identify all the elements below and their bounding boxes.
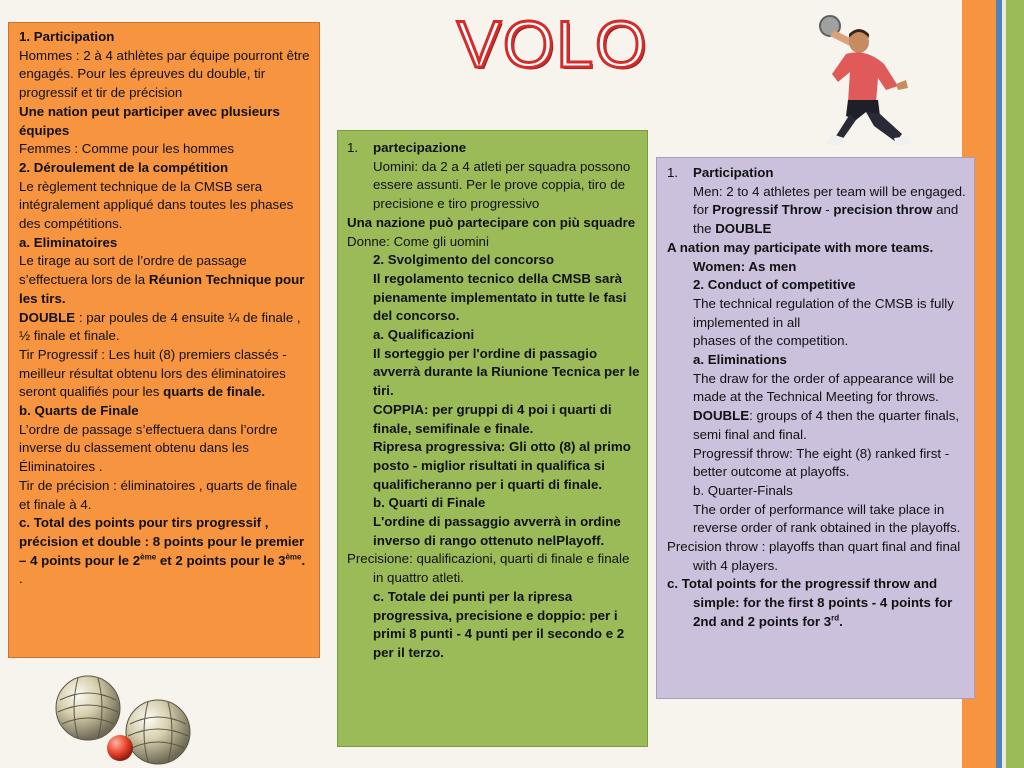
fr-total-points-text-2: et 2 points pour le 3 bbox=[156, 552, 286, 568]
en-total-points-paragraph bbox=[667, 575, 968, 631]
italian-rules-panel bbox=[337, 130, 648, 747]
it-women-text: Donne: Come gli uomini bbox=[347, 233, 489, 249]
en-men-paragraph bbox=[667, 183, 968, 239]
fr-total-points-paragraph bbox=[19, 514, 310, 570]
it-draw-text: Il sorteggio per l'ordine di passagio avverrà durante la Riunione Tecnica per le tiri. bbox=[373, 345, 640, 399]
fr-men-text: Hommes : 2 à 4 athlètes par équipe pourront être engagés. Pour les épreuves du double, tir progressif et tir de précision bbox=[19, 47, 310, 101]
en-quarter-heading: b. Quarter-Finals bbox=[693, 482, 793, 498]
en-conduct-heading: 2. Conduct of competitive bbox=[693, 277, 856, 293]
it-conduct-heading: 2. Svolgimento del concorso bbox=[373, 252, 555, 268]
fr-sup-2: ème bbox=[140, 552, 157, 562]
fr-trailing-dot: . bbox=[19, 571, 23, 587]
fr-eliminatoires-heading: a. Eliminatoires bbox=[19, 234, 118, 250]
fr-sup-3: ème bbox=[285, 552, 302, 562]
en-double-paragraph bbox=[667, 407, 968, 444]
page-title: VOLO bbox=[457, 7, 649, 81]
fr-double-paragraph bbox=[19, 309, 310, 346]
en-double-label: DOUBLE bbox=[715, 221, 772, 237]
it-total-points-text: c. Totale dei punti per la ripresa progressiva, precisione e doppio: per i primi 8 punti - 4 punti per il secondo e 2 per il terzo. bbox=[373, 588, 625, 660]
fr-technical-meeting-text: Réunion Technique pour les tirs. bbox=[19, 272, 305, 306]
en-and-the: and the bbox=[693, 202, 959, 237]
en-nation-text: A nation may participate with more teams. bbox=[667, 239, 934, 255]
en-rules-text: The technical regulation of the CMSB is fully implemented in all bbox=[693, 295, 954, 330]
en-total-points-text: c. Total points for the progressif throw and simple: for the first 8 points - 4 points for 2nd and 2 points for 3 bbox=[667, 576, 953, 629]
en-eliminations-heading: a. Eliminations bbox=[693, 352, 787, 368]
it-progressiva-text: Ripresa progressiva: Gli otto (8) al primo posto - miglior risultati in qualifica si qualificheranno per i quarti di finale. bbox=[373, 439, 631, 492]
it-participation-heading: partecipazione bbox=[373, 140, 467, 155]
en-draw-text: The draw for the order of appearance will be made at the Technical Meeting for throws. bbox=[693, 370, 954, 405]
it-qualificazioni-heading: a. Qualificazioni bbox=[373, 327, 475, 343]
decor-stripe-green bbox=[1006, 0, 1024, 768]
en-dash: - bbox=[821, 202, 834, 218]
en-progressif-label: Progressif Throw bbox=[712, 202, 822, 218]
fr-draw-text: Le tirage au sort de l’ordre de passage s’effectuera lors de la bbox=[19, 253, 247, 288]
en-item-number: 1. bbox=[667, 165, 679, 180]
fr-quarts-text: quarts de finale. bbox=[163, 384, 266, 400]
en-order-text: The order of performance will take place in reverse order of rank obtained in the playoffs. bbox=[693, 501, 961, 536]
petanque-balls-image bbox=[48, 672, 198, 768]
en-precision-text: Precision throw : playoffs than quart final and final with 4 players. bbox=[667, 539, 961, 573]
fr-double-text: : par poules de 4 ensuite ¼ de finale , ½ finale et finale. bbox=[19, 309, 301, 344]
en-phases-text: phases of the competition. bbox=[693, 333, 849, 349]
fr-conduct-heading: 2. Déroulement de la compétition bbox=[19, 159, 229, 175]
en-double-text: : groups of 4 then the quarter finals, semi final and final. bbox=[693, 408, 960, 442]
it-order-text: L'ordine di passaggio avverrà in ordine inverso di rango ottenuto nelPlayoff. bbox=[373, 514, 621, 548]
en-precision-label: precision throw bbox=[833, 202, 933, 218]
en-women-text: Women: As men bbox=[693, 258, 797, 274]
english-rules-panel bbox=[656, 157, 975, 699]
fr-progressif-paragraph bbox=[19, 346, 310, 402]
en-participation-heading: Participation bbox=[693, 165, 774, 180]
fr-quarts-heading: b. Quarts de Finale bbox=[19, 403, 139, 419]
it-nation-text: Una nazione può partecipare con più squadre bbox=[347, 214, 636, 230]
en-men-text: Men: 2 to 4 athletes per team will be engaged. for bbox=[693, 183, 966, 218]
athlete-leg-back bbox=[836, 114, 856, 140]
petanque-ball-left bbox=[56, 676, 120, 740]
it-rules-text: Il regolamento tecnico della CMSB sarà pienamente implementato in tutte le fasi del concorso. bbox=[373, 270, 627, 324]
fr-participation-heading: 1. Participation bbox=[19, 29, 115, 44]
en-progressif-text: Progressif throw: The eight (8) ranked first - better outcome at playoffs. bbox=[693, 445, 950, 480]
fr-women-text: Femmes : Comme pour les hommes bbox=[19, 141, 235, 157]
fr-total-points-end: . bbox=[301, 552, 306, 568]
fr-order-text: L’ordre de passage s’effectuera dans l’ordre inverse du classement obtenu dans les bbox=[19, 421, 278, 456]
athlete-leg-front bbox=[866, 112, 902, 142]
fr-double-label: DOUBLE bbox=[19, 309, 76, 325]
it-quarti-heading: b. Quarti di Finale bbox=[373, 495, 486, 511]
fr-progressif-text: Tir Progressif : Les huit (8) premiers classés - meilleur résultat obtenu lors des éliminatoires seront qualifiés pour les bbox=[19, 346, 287, 400]
fr-total-points-text: c. Total des points pour tirs progressif , précision et double : 8 points pour le premier – 4 points pour le 2 bbox=[19, 515, 305, 568]
en-participation-item bbox=[667, 164, 968, 183]
cochonnet-jack-ball bbox=[107, 735, 133, 761]
it-item-number: 1. bbox=[347, 140, 359, 155]
fr-rules-text: Le règlement technique de la CMSB sera intégralement appliqué dans toutes les phases des compétitions. bbox=[19, 178, 294, 232]
french-rules-panel bbox=[8, 22, 320, 658]
en-total-points-end: . bbox=[839, 613, 843, 629]
it-precisione-text: Precisione: qualificazioni, quarti di finale e finale in quattro atleti. bbox=[347, 551, 630, 586]
fr-nation-text: Une nation peut participer avec plusieurs équipes bbox=[19, 103, 280, 138]
en-double-label-2: DOUBLE bbox=[693, 408, 750, 424]
it-coppia-text: COPPIA: per gruppi di 4 poi i quarti di finale, semifinale e finale. bbox=[373, 401, 612, 436]
it-participation-item bbox=[347, 139, 641, 158]
petanque-ball-right bbox=[126, 700, 190, 764]
en-sup-rd: rd bbox=[831, 613, 840, 623]
fr-eliminatoires-text: Éliminatoires . bbox=[19, 459, 103, 475]
athlete-hand-free bbox=[896, 80, 908, 90]
fr-draw-paragraph bbox=[19, 252, 310, 308]
fr-precision-text: Tir de précision : éliminatoires , quarts de finale et finale à 4. bbox=[19, 477, 298, 512]
athlete-shirt bbox=[832, 52, 898, 102]
athlete-throwing-ball-image bbox=[806, 8, 920, 154]
it-men-text: Uomini: da 2 a 4 atleti per squadra possono essere assunti. Per le prove coppia, tiro de precisione e tiro progressivo bbox=[373, 158, 631, 212]
